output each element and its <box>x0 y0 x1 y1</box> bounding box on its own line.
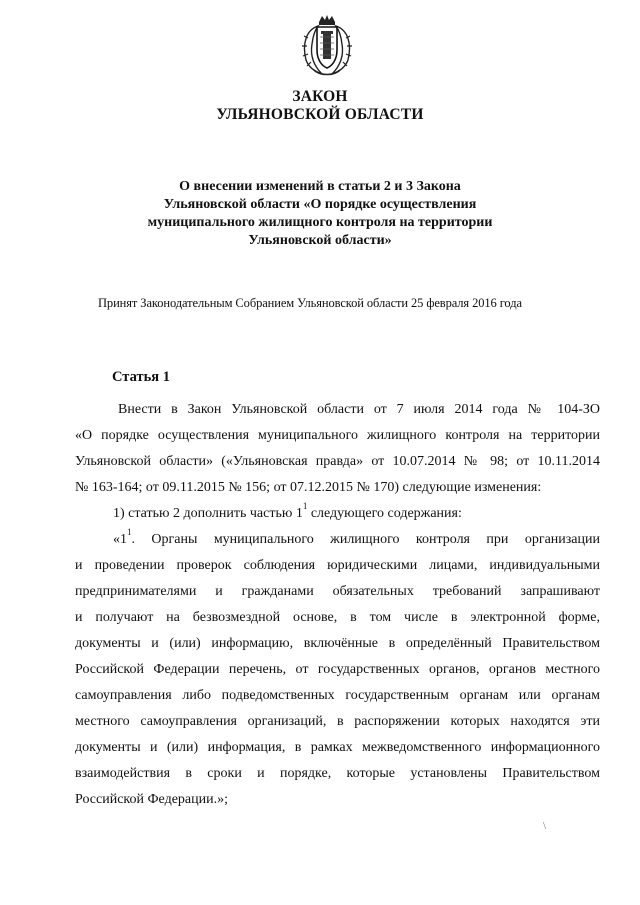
ulyanovsk-coat-of-arms-icon <box>298 14 356 78</box>
item-1-tail: следующего содержания: <box>307 506 462 521</box>
quote-line-9: документы и (или) информация, в рамках межведомственного информационного <box>75 740 600 755</box>
item-1-text: 1) статью 2 дополнить частью 1 <box>113 506 303 521</box>
quote-line-4: и получают на безвозмездной основе, в том числе в электронной форме, <box>75 610 600 625</box>
adoption-note: Принят Законодательным Собранием Ульяновской области 25 февраля 2016 года <box>98 296 522 310</box>
intro-line-3: Ульяновской области» («Ульяновская правда» от 10.07.2014 № 98; от 10.11.2014 <box>75 454 600 469</box>
article-heading: Статья 1 <box>112 369 170 385</box>
quote-line-8: местного самоуправления организаций, в распоряжении которых находятся эти <box>75 714 600 729</box>
item-1 <box>113 501 638 522</box>
quote-superscript: 1 <box>127 527 132 538</box>
quote-line-2: и проведении проверок соблюдения юридическими лицами, индивидуальными <box>75 558 600 573</box>
law-title-line-1: ЗАКОН <box>292 88 348 105</box>
quote-line-3: предпринимателями и гражданами обязательных требований запрашивают <box>75 584 600 599</box>
quote-line-7: самоуправления либо подведомственных государственным органам или органам <box>75 688 600 703</box>
subtitle-line-3: муниципального жилищного контроля на территории <box>147 215 493 230</box>
item-1-superscript: 1 <box>302 501 308 512</box>
quote-line-1 <box>113 527 600 548</box>
quote-line-5: документы и (или) информацию, включённые в определённый Правительством <box>75 636 600 651</box>
law-title-line-2: УЛЬЯНОВСКОЙ ОБЛАСТИ <box>216 106 424 123</box>
quote-line-11: Российской Федерации.»; <box>75 792 229 807</box>
quote-open: «1 <box>113 532 127 547</box>
subtitle-line-4: Ульяновской области» <box>248 233 392 248</box>
scan-mark: \ <box>543 820 547 832</box>
law-title <box>0 88 640 124</box>
quote-line-10: взаимодействия в сроки и порядке, которые установлены Правительством <box>75 766 600 781</box>
intro-line-2: «О порядке осуществления муниципального жилищного контроля на территории <box>75 428 600 443</box>
intro-line-4: № 163-164; от 09.11.2015 № 156; от 07.12.2015 № 170) следующие изменения: <box>75 480 542 495</box>
quote-line-6: Российской Федерации перечень, от государственных органов, органов местного <box>75 662 600 677</box>
law-subtitle <box>0 178 640 250</box>
intro-line-1: Внести в Закон Ульяновской области от 7 июля 2014 года № 104-ЗО <box>118 402 600 417</box>
quote-line-1-text: . Органы муниципального жилищного контроля при организации <box>131 532 600 547</box>
subtitle-line-1: О внесении изменений в статьи 2 и 3 Закона <box>179 179 461 194</box>
subtitle-line-2: Ульяновской области «О порядке осуществления <box>163 197 477 212</box>
